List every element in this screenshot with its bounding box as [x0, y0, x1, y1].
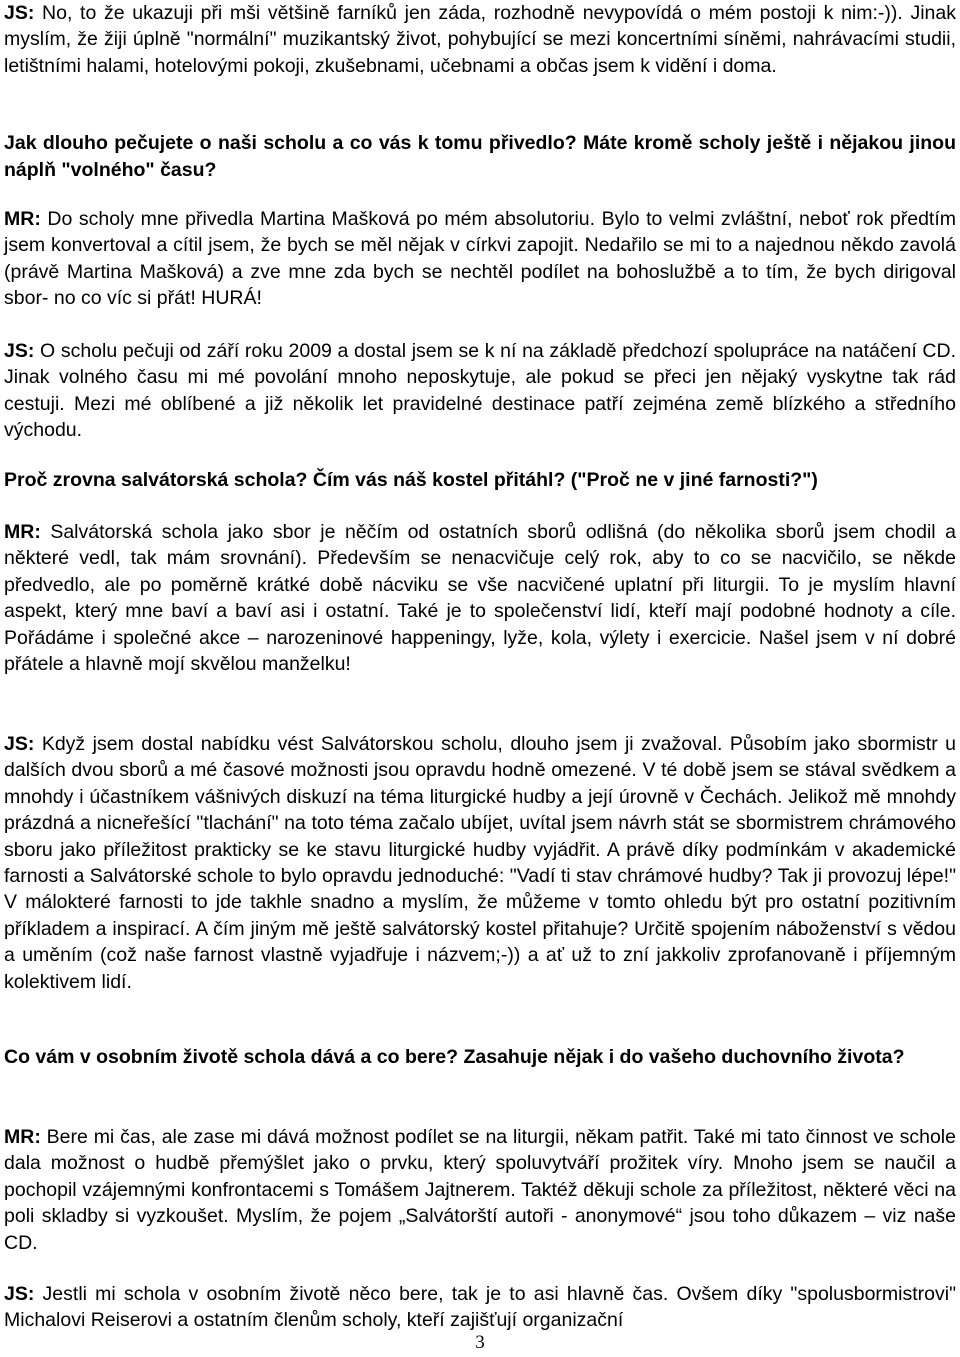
paragraph-text: Do scholy mne přivedla Martina Mašková po mém absolutoriu. Bylo to velmi zvláštní, neboť rok předtím jsem konvertoval a cítil jsem, že bych se měl nějak v církvi zapojit. Nedařilo se mi to a najednou někdo zavolá (právě Martina Mašková) a zve mne zda bych se nechtěl podílet na bohoslužbě a to tím, že bych dirigoval sbor- no co víc si přát! HURÁ! — [4, 208, 956, 310]
paragraph-mr-answer-3 — [4, 1124, 956, 1256]
page-number: 3 — [475, 1332, 485, 1353]
paragraph-text: O scholu pečuji od září roku 2009 a dostal jsem se k ní na základě předchozí spolupráce na natáčení CD. Jinak volného času mi mé povolání mnoho neposkytuje, ale pokud se přeci jen nějaký vyskytne tak rád cestuji. Mezi mé oblíbené a již několik let pravidelné destinace patří zejména země blízkého a středního východu. — [4, 340, 956, 442]
paragraph-text: Jestli mi schola v osobním životě něco bere, tak je to asi hlavně čas. Ovšem díky "spolusbormistrovi" Michalovi Reiserovi a ostatním členům scholy, kteří zajišťují organizační — [4, 1283, 956, 1332]
paragraph-text: Bere mi čas, ale zase mi dává možnost podílet se na liturgii, někam patřit. Také mi tato činnost ve schole dala možnost o hudbě přemýšlet jako o prvku, který spoluvytváří prožitek víry. Mnoho jsem se naučil a pochopil vzájemnými konfrontacemi s Tomášem Jajtnerem. Taktéž děkuji schole za příležitost, některé věci na poli skladby si vyzkoušet. Myslím, že pojem „Salvátorští autoři - anonymové“ jsou toho důkazem – viz naše CD. — [4, 1126, 956, 1254]
speaker-label: JS: — [4, 340, 35, 362]
speaker-label: JS: — [4, 2, 35, 24]
speaker-label: MR: — [4, 208, 41, 230]
speaker-label: JS: — [4, 1283, 35, 1305]
paragraph-js-answer-1 — [4, 338, 956, 444]
paragraph-text: Salvátorská schola jako sbor je něčím od ostatních sborů odlišná (do několika sborů jsem chodil a některé vedl, tak mám srovnání). Především se nenacvičuje celý rok, aby to co se nacvičilo, se někde předvedlo, ale po poměrně krátké době nácviku se vše nacvičené uplatní při liturgii. To je myslím hlavní aspekt, který mne baví a baví asi i ostatní. Také je to společenství lidí, kteří mají podobné hodnoty a cíle. Pořádáme i společné akce – narozeninové happeningy, lyže, kola, výlety i exercicie. Našel jsem v ní dobré přátele a hlavně mojí skvělou manželku! — [4, 521, 956, 676]
speaker-label: JS: — [4, 733, 35, 755]
paragraph-js-intro — [4, 0, 956, 79]
paragraph-text: Když jsem dostal nabídku vést Salvátorskou scholu, dlouho jsem ji zvažoval. Působím jako sbormistr u dalších dvou sborů a mé časové možnosti jsou opravdu hodně omezené. V té době jsem se stával svědkem a mnohdy i účastníkem vášnivých diskuzí na téma liturgické hudby a její úrovně v Čechách. Jelikož mě mnohdy prázdná a nicneřešící "tlachání" na toto téma začalo ubíjet, uvítal jsem návrh stát se sbormistrem chrámového sboru jako příležitost prakticky se ke stavu liturgické hudby vyjádřit. A právě díky podmínkám v akademické farnosti a Salvátorské schole to bylo opravdu jednoduché: "Vadí ti stav chrámové hudby? Tak ji provozuj lépe!" V málokteré farnosti to jde takhle snadno a myslím, že můžeme v tomto ohledu být pro ostatní pozitivním příkladem a inspirací. A čím jiným mě ještě salvátorský kostel přitahuje? Určitě spojením náboženství s vědou a uměním (což naše farnost vlastně vyjadřuje i názvem;-)) a ať už to zní jakkoliv zprofanovaně i příjemným kolektivem lidí. — [4, 733, 956, 993]
paragraph-mr-answer-1 — [4, 206, 956, 312]
paragraph-js-answer-2 — [4, 731, 956, 995]
paragraph-text: No, to že ukazuji při mši většině farníků jen záda, rozhodně nevypovídá o mém postoji k nim:-)). Jinak myslím, že žiji úplně "normální" muzikantský život, pohybující se mezi koncertními síněmi, nahrávacími studii, letištními halami, hotelovými pokoji, zkušebnami, učebnami a občas jsem k vidění i doma. — [4, 2, 956, 77]
paragraph-js-answer-3 — [4, 1281, 956, 1334]
speaker-label: MR: — [4, 521, 41, 543]
paragraph-mr-answer-2 — [4, 519, 956, 677]
question-heading-1: Jak dlouho pečujete o naši scholu a co vás k tomu přivedlo? Máte kromě scholy ještě i nějakou jinou náplň "volného" času? — [4, 132, 956, 181]
question-heading-3: Co vám v osobním životě schola dává a co bere? Zasahuje nějak i do vašeho duchovního života? — [4, 1046, 905, 1068]
speaker-label: MR: — [4, 1126, 41, 1148]
question-heading-2: Proč zrovna salvátorská schola? Čím vás náš kostel přitáhl? ("Proč ne v jiné farnosti?") — [4, 469, 818, 491]
